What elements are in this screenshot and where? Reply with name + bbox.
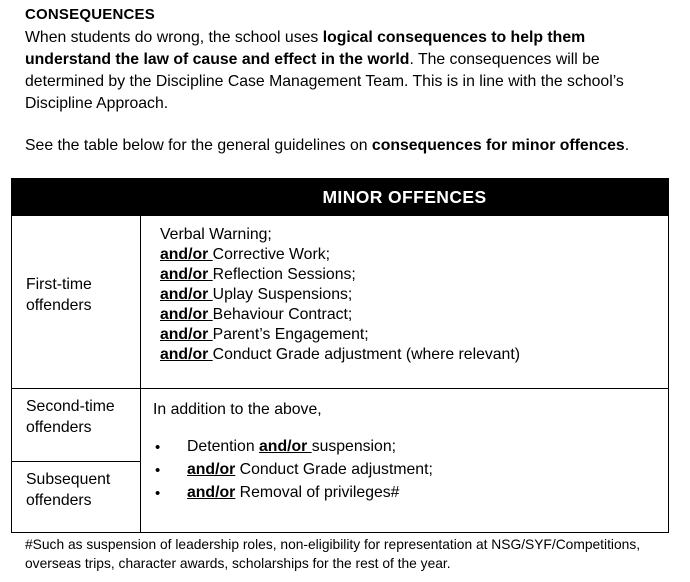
and-or-connector: and/or: [187, 461, 236, 478]
ref-bold: consequences for minor offences: [371, 137, 625, 154]
intro-text-2: . The consequences will be determined by the Discipline Case Management Team. This is in line with the school’s Discipline Approach.: [25, 51, 624, 112]
and-or-connector: and/or: [160, 266, 213, 283]
bullet-item: • and/or Conduct Grade adjustment;: [155, 461, 433, 479]
repeat-offence-intro: In addition to the above,: [153, 401, 322, 418]
and-or-connector: and/or: [160, 286, 213, 303]
bullet-icon: •: [155, 485, 161, 502]
bullet-item: • Detention and/or suspension;: [155, 438, 396, 456]
and-or-connector: and/or: [160, 306, 213, 323]
consequence-item: and/or Reflection Sessions;: [160, 266, 356, 283]
ref-text-2: .: [624, 137, 630, 154]
intro-text-1: When students do wrong, the school uses: [25, 29, 323, 46]
table-header-minor-offences: MINOR OFFENCES: [141, 179, 668, 216]
bullet-icon: •: [155, 439, 161, 456]
table-header-blank-cell: [12, 179, 140, 216]
intro-paragraph: [25, 27, 665, 115]
intro-bold: logical consequences to help them understand the law of cause and effect in the world: [25, 29, 586, 68]
row-label-first-time: First-time offenders: [26, 276, 92, 314]
row-label-subsequent: Subsequent offenders: [26, 471, 111, 509]
ref-text-1: See the table below for the general guidelines on: [25, 137, 372, 154]
repeat-consequences-list: [153, 438, 433, 507]
row-divider-first: [12, 388, 668, 389]
consequence-item: and/or Corrective Work;: [160, 246, 330, 263]
row-divider-second: [12, 461, 140, 462]
column-divider: [140, 179, 141, 532]
section-heading: CONSEQUENCES: [25, 6, 155, 23]
and-or-connector: and/or: [160, 346, 213, 363]
and-or-connector: and/or: [160, 326, 213, 343]
consequence-item: and/or Conduct Grade adjustment (where relevant): [160, 346, 520, 363]
and-or-connector: and/or: [160, 246, 213, 263]
footnote: #Such as suspension of leadership roles, non-eligibility for representation at NSG/SYF/Competitions, overseas trips, character awards, scholarships for the rest of the year.: [25, 537, 641, 571]
first-time-consequences-list: [160, 225, 520, 365]
consequence-item: and/or Uplay Suspensions;: [160, 286, 353, 303]
consequences-table: [11, 178, 669, 533]
row-label-second-time: Second-time offenders: [26, 398, 115, 436]
and-or-connector: and/or: [187, 484, 236, 501]
consequence-item: and/or Behaviour Contract;: [160, 306, 353, 323]
and-or-connector: and/or: [259, 438, 312, 455]
table-reference-paragraph: [25, 135, 675, 157]
bullet-icon: •: [155, 462, 161, 479]
consequence-item: Verbal Warning;: [160, 226, 272, 243]
consequence-item: and/or Parent’s Engagement;: [160, 326, 369, 343]
bullet-item: • and/or Removal of privileges#: [155, 484, 400, 502]
